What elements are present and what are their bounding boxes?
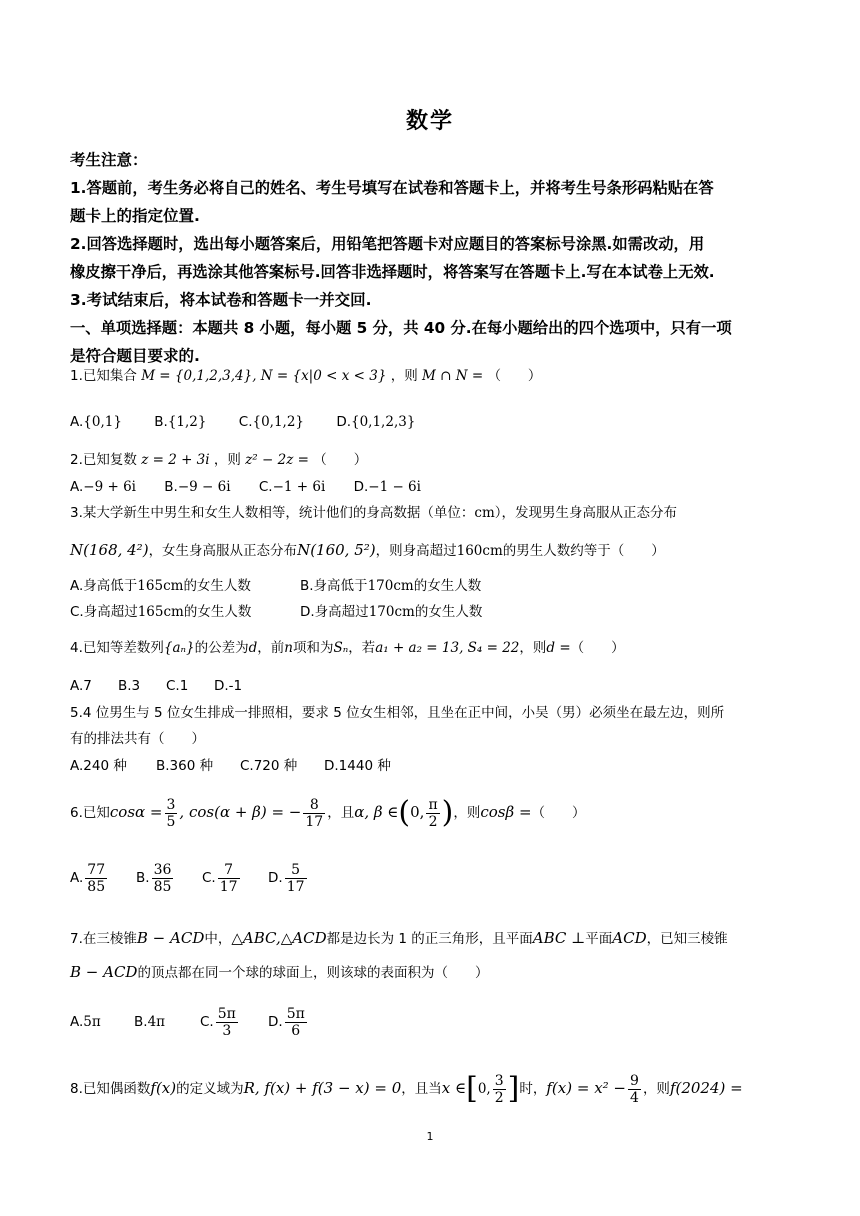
q6-option-a-den: 85 <box>87 878 106 895</box>
q6-option-b-frac <box>152 862 174 895</box>
q2-option-c: −1 + 6i <box>272 479 326 495</box>
q4-option-c: C.1 <box>166 678 189 694</box>
q6-option-b-num: 36 <box>153 861 172 878</box>
q6-option-d-num: 5 <box>285 862 307 879</box>
q1-option-b-label: B. <box>154 414 168 430</box>
q7-pyramid-2: B − ACD <box>70 963 138 981</box>
question-5-line-1: 5.4 位男生与 5 位女生排成一排照相，要求 5 位女生相邻，且坐在正中间，小吴（男）必须坐在最左边，则所 <box>70 705 725 721</box>
q2-option-b: −9 − 6i <box>177 479 231 495</box>
q6-frac-1 <box>165 797 178 830</box>
q5-options <box>70 756 794 776</box>
q3-unit: cm <box>474 505 495 521</box>
q3-line1: 3.某大学新生中男生和女生人数相等，统计他们的身高数据（单位： <box>70 505 475 521</box>
q7-option-b-label: B. <box>134 1014 148 1030</box>
q6-pi-num: π <box>428 796 438 813</box>
q7-option-a-text: 5π <box>83 1014 101 1030</box>
q6-pi-frac <box>426 797 439 830</box>
q6-t1: ，且 <box>327 805 355 821</box>
question-1 <box>70 366 794 386</box>
q7-plane: ABC ⊥ <box>532 929 586 947</box>
question-6 <box>70 792 794 833</box>
q2-option-d-label: D. <box>353 479 369 495</box>
q7-option-b <box>134 1002 200 1042</box>
q2-mid: ，则 <box>213 452 241 468</box>
q1-option-b: {1,2} <box>167 414 207 430</box>
q3-mid1: ，女生身高服从正态分布 <box>148 543 298 559</box>
q8-interval-den: 2 <box>494 1089 504 1106</box>
q6-option-d-label: D. <box>268 870 283 886</box>
q1-blank: （ ） <box>487 368 542 384</box>
q2-expr: z² − 2z = <box>245 452 309 468</box>
section-heading-a: 一、单项选择题：本题共 8 小题，每小题 5 分，共 40 分.在每小题给出的四个选项中，只有一项 <box>70 319 732 337</box>
q8-fx: f(x) <box>150 1079 177 1097</box>
q8-prefix: 8.已知偶函数 <box>70 1081 151 1097</box>
question-4 <box>70 638 794 658</box>
q3-mid2: ，则身高超过 <box>375 543 457 559</box>
q3-option-a-pre: A.身高低于 <box>70 578 138 594</box>
q6-options <box>70 858 794 898</box>
q7-t5: 的顶点都在同一个球的球面上，则该球的表面积为（ ） <box>137 965 489 981</box>
q7-pyramid: B − ACD <box>136 929 205 947</box>
q7-option-a <box>70 1002 134 1042</box>
q4-blank: （ ） <box>570 640 625 656</box>
notice-item-2b: 橡皮擦干净后，再选涂其他答案标号.回答非选择题时，将答案写在答题卡上.写在本试卷上无效. <box>70 263 715 281</box>
q3-option-b-pre: B.身高低于 <box>300 578 368 594</box>
q4-prefix: 4.已知等差数列 <box>70 640 164 656</box>
q6-t2: ，则 <box>453 805 481 821</box>
q6-option-c-num: 7 <box>218 862 240 879</box>
q6-pi-den: 2 <box>428 813 438 830</box>
q2-option-a: −9 + 6i <box>83 479 136 495</box>
page-title: 数学 <box>405 109 454 134</box>
q3-option-d-pre: D.身高超过 <box>300 604 369 620</box>
q7-option-c-frac <box>216 1006 238 1039</box>
notice-item-3: 3.考试结束后，将本试卷和答题卡一并交回. <box>70 291 372 309</box>
q7-t3: 平面 <box>585 931 613 947</box>
q8-const-frac <box>628 1073 641 1106</box>
q6-option-b-label: B. <box>136 870 150 886</box>
question-7-line-2 <box>70 962 794 983</box>
q6-option-a <box>70 858 136 898</box>
notice-item-1a: 1.答题前，考生务必将自己的姓名、考生号填写在试卷和答题卡上，并将考生号条形码粘贴在答 <box>70 179 714 197</box>
q6-option-a-num: 77 <box>87 861 106 878</box>
q3-option-c-pre: C.身高超过 <box>70 604 138 620</box>
q6-frac-2-den: 17 <box>305 813 324 830</box>
q7-option-c-den: 3 <box>222 1022 232 1039</box>
q8-x-in: x ∈ <box>441 1079 467 1097</box>
q8-cond: R, f(x) + f(3 − x) = 0 <box>243 1079 402 1097</box>
q8-t3: 时， <box>519 1081 547 1097</box>
q1-option-d-label: D. <box>336 414 351 430</box>
q4-option-b: B.3 <box>118 678 141 694</box>
q3-options-row-2 <box>70 602 794 622</box>
q2-prefix: 2.已知复数 <box>70 452 137 468</box>
q3-option-a <box>70 576 300 596</box>
q1-expr: M ∩ N = <box>422 368 484 384</box>
q7-option-b-text: 4π <box>147 1014 166 1030</box>
q6-frac-2 <box>303 797 325 830</box>
q7-option-a-label: A. <box>70 1014 84 1030</box>
q7-option-d <box>268 1002 309 1042</box>
question-7-line-1 <box>70 928 794 949</box>
q8-t4: ，则 <box>642 1081 670 1097</box>
q4-t3: 项和为 <box>292 640 334 656</box>
q2-blank: （ ） <box>313 452 368 468</box>
q8-const-den: 4 <box>630 1089 639 1106</box>
question-5-line-2: 有的排法共有（ ） <box>70 731 205 747</box>
section-heading-b: 是符合题目要求的. <box>70 347 200 365</box>
q3-options-row-1 <box>70 576 794 596</box>
q7-prefix: 7.在三棱锥 <box>70 931 137 947</box>
q2-option-a-label: A. <box>70 479 84 495</box>
q7-t4: ，已知三棱锥 <box>646 931 728 947</box>
q8-fdef: f(x) = x² − <box>546 1079 627 1097</box>
q1-option-a-label: A. <box>70 414 84 430</box>
q6-prefix: 6.已知 <box>70 805 110 821</box>
q6-ab: α, β ∈ <box>354 803 399 821</box>
q2-option-c-label: C. <box>258 479 273 495</box>
q4-seq: {aₙ} <box>163 640 195 656</box>
q1-option-c-label: C. <box>238 414 253 430</box>
q8-interval-num: 3 <box>494 1072 504 1089</box>
q7-option-c <box>200 1002 268 1042</box>
q4-expr: d = <box>546 640 571 656</box>
q7-option-d-den: 6 <box>291 1022 301 1039</box>
q6-option-b <box>136 858 202 898</box>
q4-t2: ，前 <box>257 640 285 656</box>
notice-item-1b: 题卡上的指定位置. <box>70 207 200 225</box>
q5-option-d: D.1440 种 <box>324 758 391 774</box>
q1-option-c: {0,1,2} <box>252 414 305 430</box>
q1-mid: ，则 <box>390 368 418 384</box>
q6-option-b-den: 85 <box>153 878 172 895</box>
q1-prefix: 1.已知集合 <box>70 368 137 384</box>
question-3-line-1 <box>70 503 794 523</box>
q4-n: n <box>284 640 293 656</box>
q6-option-d <box>268 858 309 898</box>
q6-expr: cosβ = <box>480 803 532 821</box>
q2-option-d: −1 − 6i <box>368 479 421 495</box>
q7-option-d-label: D. <box>268 1014 283 1030</box>
q4-d: d <box>248 640 258 656</box>
q2-z: z = 2 + 3i <box>141 452 210 468</box>
q8-right-bracket: ] <box>507 1071 520 1106</box>
q4-option-a: A.7 <box>70 678 92 694</box>
q6-option-c <box>202 858 268 898</box>
q6-option-d-frac <box>285 862 307 895</box>
q7-t1: 中， <box>204 931 232 947</box>
q5-option-b: B.360 种 <box>156 758 214 774</box>
q6-cos-alpha: cosα = <box>109 803 163 821</box>
q8-ask: f(2024) = <box>669 1079 743 1097</box>
q8-const-num: 9 <box>630 1072 639 1089</box>
q3-option-c-end: 的女生人数 <box>183 604 252 620</box>
q6-option-d-den: 17 <box>286 878 305 895</box>
q8-interval-frac <box>493 1073 506 1106</box>
q3-option-c-val: 165cm <box>137 604 184 620</box>
q1-options <box>70 412 794 432</box>
question-3-line-2 <box>70 540 794 561</box>
q4-option-d: D.-1 <box>214 678 243 694</box>
q4-cond: a₁ + a₂ = 13, S₄ = 22 <box>375 640 520 656</box>
q3-option-c <box>70 602 300 622</box>
q8-t1: 的定义域为 <box>176 1081 244 1097</box>
q4-options <box>70 676 794 696</box>
q1-option-d: {0,1,2,3} <box>351 414 416 430</box>
q5-option-a: A.240 种 <box>70 758 127 774</box>
q8-interval-left: 0, <box>477 1081 491 1097</box>
page-number: 1 <box>426 1130 434 1143</box>
q3-option-b <box>300 576 481 596</box>
q6-frac-1-num: 3 <box>166 796 176 813</box>
q7-options <box>70 1002 794 1042</box>
notice-heading: 考生注意： <box>70 151 148 169</box>
q7-t2: 都是边长为 1 的正三角形，且平面 <box>326 931 533 947</box>
q2-option-b-label: B. <box>164 479 178 495</box>
q8-left-bracket: [ <box>466 1071 478 1106</box>
q3-option-d <box>300 602 482 622</box>
q1-option-a: {0,1} <box>83 414 122 430</box>
q6-option-c-label: C. <box>202 870 216 886</box>
notice-item-2a: 2.回答选择题时，选出每小题答案后，用铅笔把答题卡对应题目的答案标号涂黑.如需改动，用 <box>70 235 705 253</box>
q6-left-paren: ( <box>398 795 411 830</box>
q6-right-paren: ) <box>441 795 454 830</box>
q4-t4: ，若 <box>348 640 376 656</box>
q3-option-a-end: 的女生人数 <box>183 578 251 594</box>
q3-option-d-val: 170cm <box>368 604 415 620</box>
q3-dist-female: N(160, 5²) <box>297 541 376 559</box>
q3-option-b-val: 170cm <box>367 578 414 594</box>
q6-interval-left: 0, <box>410 803 425 821</box>
q6-option-a-label: A. <box>70 870 84 886</box>
question-8 <box>70 1068 800 1109</box>
q7-option-d-num: 5π <box>286 1005 305 1022</box>
q4-t5: ，则 <box>519 640 547 656</box>
q3-dist-male: N(168, 4²) <box>70 541 149 559</box>
q1-sets: M = {0,1,2,3,4}, N = {x|0 < x < 3} <box>141 368 387 384</box>
q2-options <box>70 477 794 497</box>
q3-end: 的男生人数约等于（ ） <box>502 543 665 559</box>
q3-val: 160cm <box>456 543 503 559</box>
q7-triangles: △ABC,△ACD <box>231 929 327 947</box>
q6-option-c-den: 17 <box>219 878 238 895</box>
q6-blank: （ ） <box>531 805 586 821</box>
question-2 <box>70 450 794 470</box>
q5-option-c: C.720 种 <box>240 758 298 774</box>
q6-option-c-frac <box>218 862 240 895</box>
q3-option-d-end: 的女生人数 <box>414 604 483 620</box>
q3-option-b-end: 的女生人数 <box>413 578 482 594</box>
q6-frac-1-den: 5 <box>166 813 176 830</box>
q4-t1: 的公差为 <box>194 640 249 656</box>
notice-block <box>70 146 794 370</box>
q4-sn: Sₙ <box>333 640 349 656</box>
q7-plane-2: ACD <box>612 929 647 947</box>
q6-option-a-frac <box>85 862 107 895</box>
q3-line1-end: ），发现男生身高服从正态分布 <box>494 505 678 521</box>
q7-option-c-num: 5π <box>217 1005 236 1022</box>
q7-option-d-frac <box>285 1006 307 1039</box>
q6-cos-alpha-beta: , cos(α + β) = − <box>179 803 302 821</box>
q8-t2: ，且当 <box>401 1081 442 1097</box>
q3-option-a-val: 165cm <box>137 578 184 594</box>
q6-frac-2-num: 8 <box>303 797 325 814</box>
q7-option-c-label: C. <box>200 1014 214 1030</box>
